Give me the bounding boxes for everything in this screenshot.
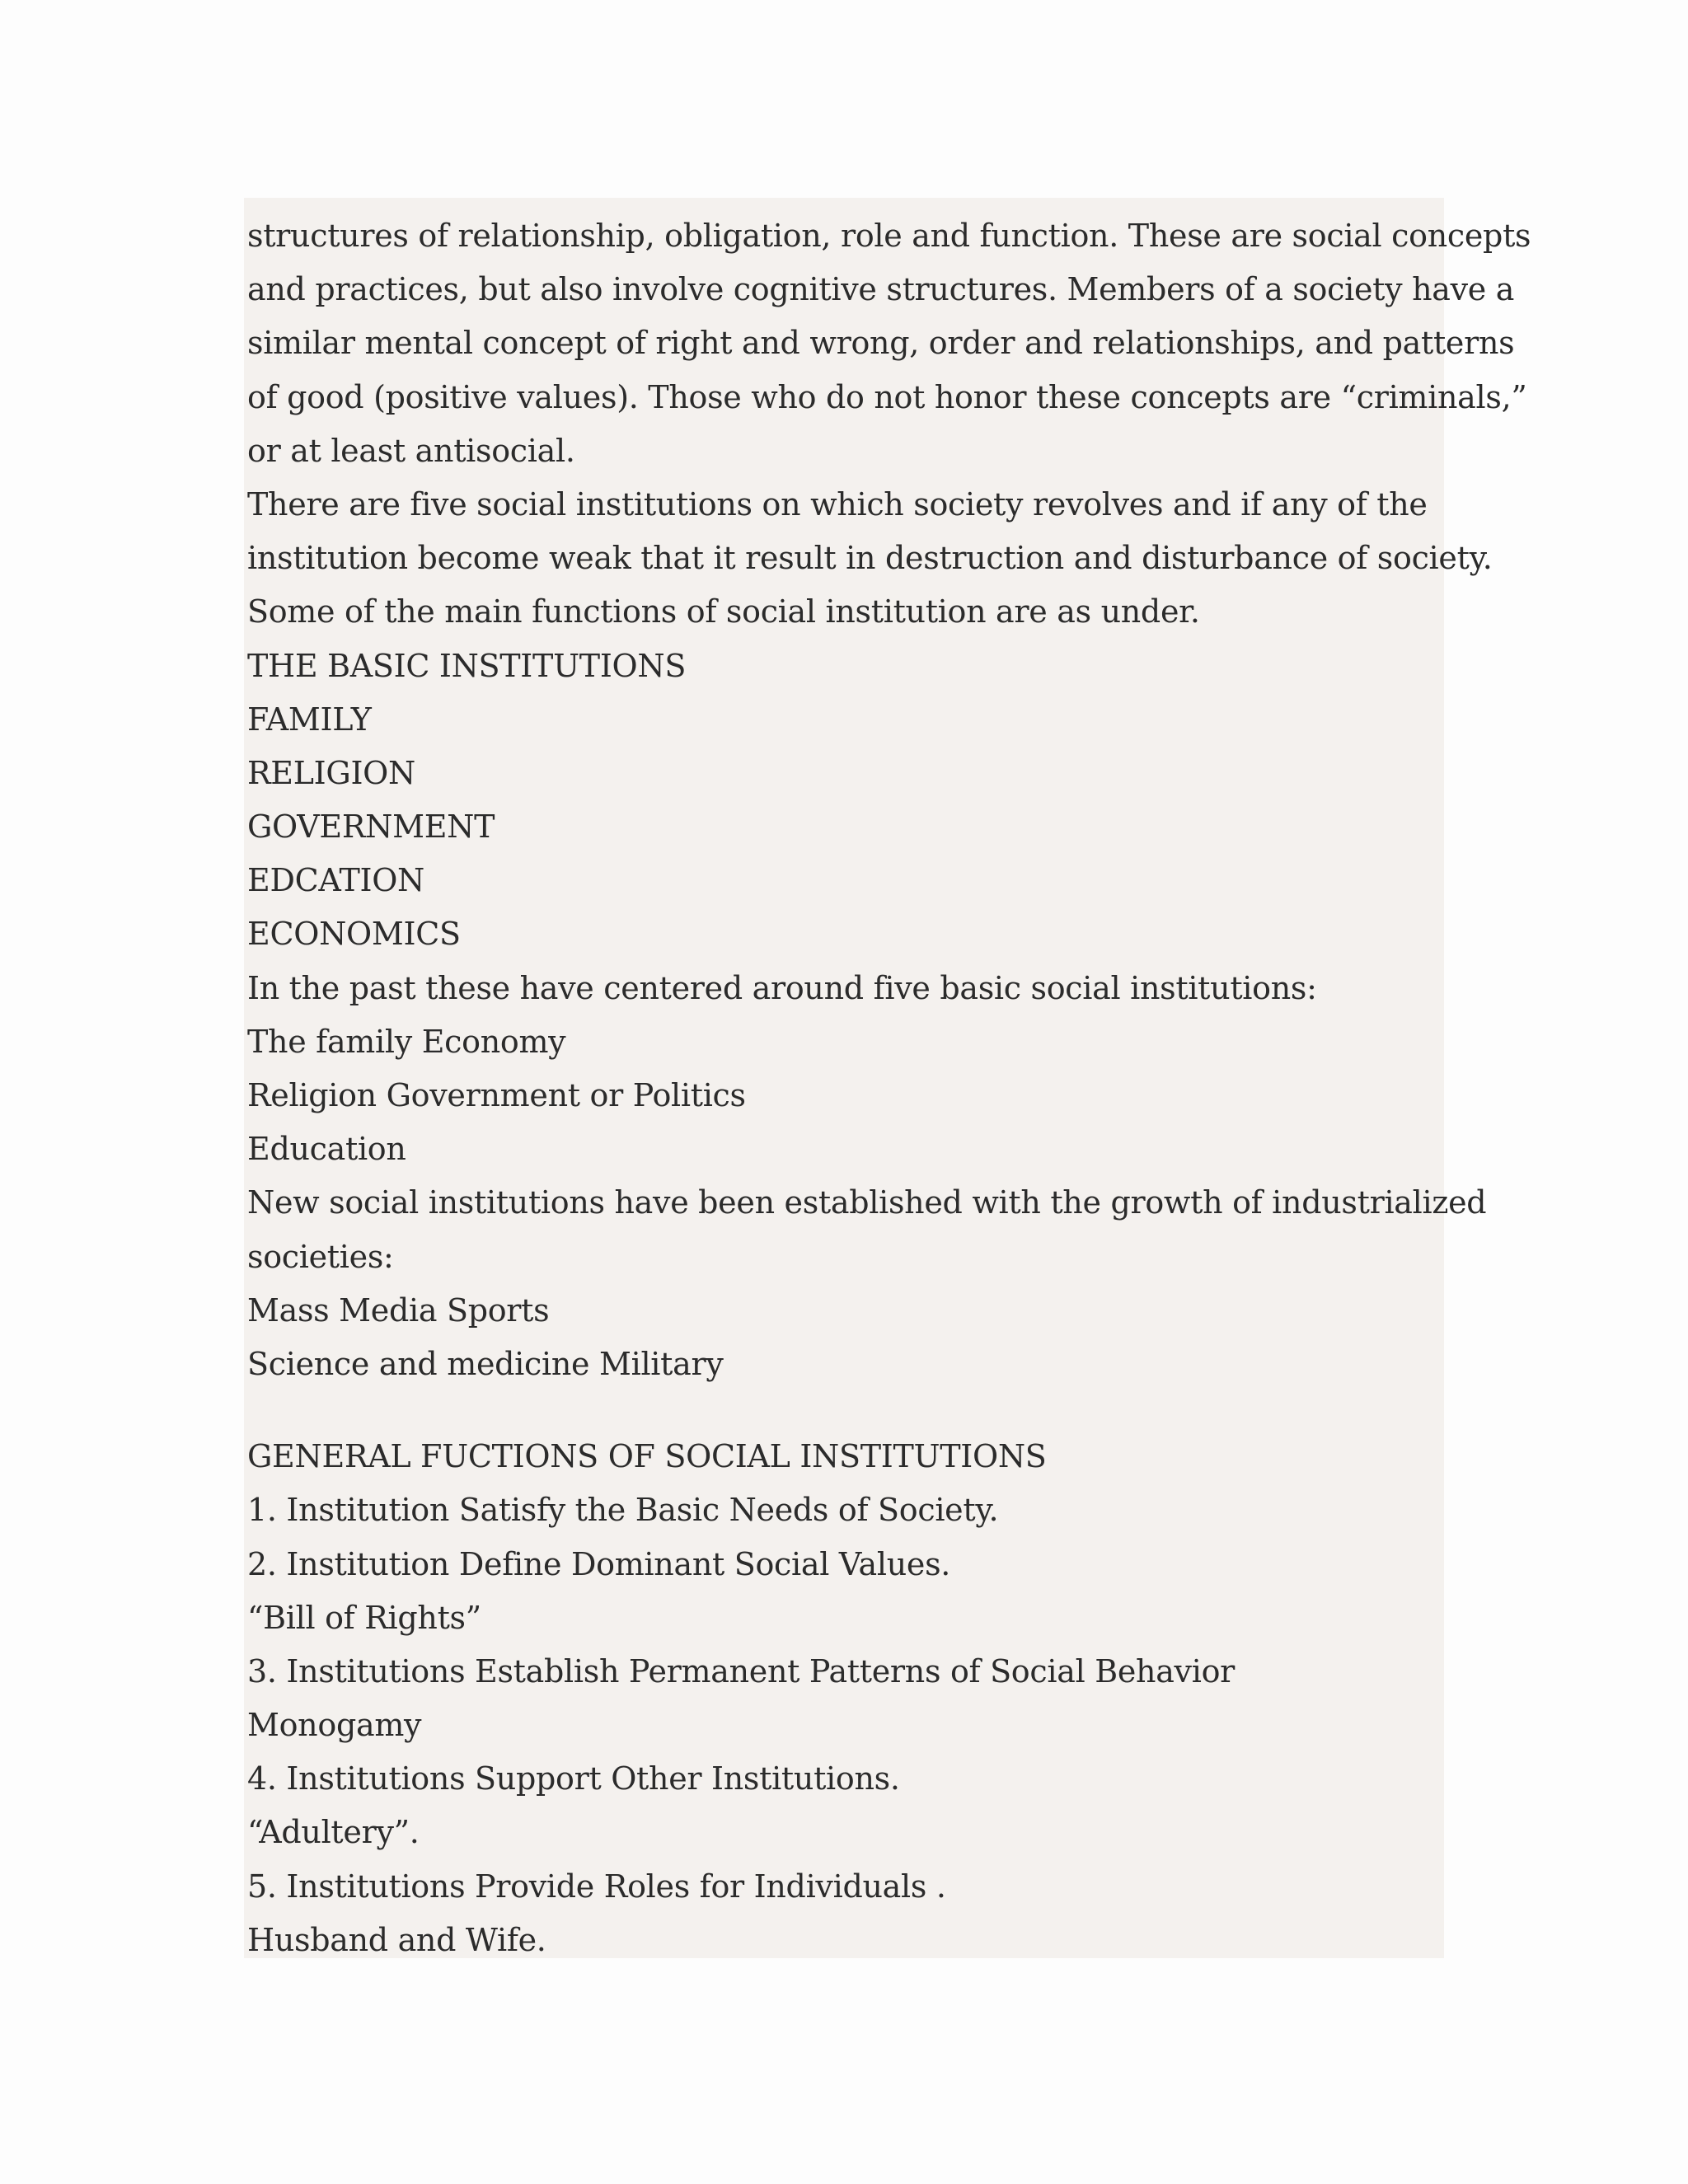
text-line: or at least antisocial. — [247, 432, 575, 469]
text-line: There are five social institutions on which society revolves and if any of the — [247, 485, 1428, 523]
text-line: of good (positive values). Those who do not honor these concepts are “criminals,” — [247, 378, 1527, 415]
document-text — [247, 209, 1531, 1967]
text-line: THE BASIC INSTITUTIONS — [247, 647, 687, 684]
text-line: institution become weak that it result in destruction and disturbance of society. — [247, 540, 1493, 577]
text-line: EDCATION — [247, 862, 425, 899]
text-line: “Adultery”. — [247, 1814, 420, 1851]
text-line: RELIGION — [247, 754, 415, 791]
text-line: Some of the main functions of social institution are as under. — [247, 593, 1200, 630]
text-line: Religion Government or Politics — [247, 1077, 746, 1113]
text-line: FAMILY — [247, 701, 372, 738]
text-line: GOVERNMENT — [247, 808, 495, 846]
text-line: 3. Institutions Establish Permanent Patterns of Social Behavior — [247, 1652, 1236, 1690]
paragraph-section-lower — [247, 1430, 1444, 1967]
text-line: structures of relationship, obligation, role and function. These are social concepts — [247, 218, 1531, 254]
text-line: “Bill of Rights” — [247, 1599, 481, 1636]
text-line: GENERAL FUCTIONS OF SOCIAL INSTITUTIONS — [247, 1438, 1047, 1475]
text-line: Education — [247, 1131, 406, 1168]
text-line: 5. Institutions Provide Roles for Individuals . — [247, 1868, 946, 1905]
text-line: ECONOMICS — [247, 916, 461, 953]
text-line: Monogamy — [247, 1707, 422, 1744]
paragraph-section-upper — [247, 209, 1531, 1391]
text-line: The family Economy — [247, 1023, 566, 1060]
text-line: 1. Institution Satisfy the Basic Needs of Society. — [247, 1492, 999, 1529]
text-line: In the past these have centered around five basic social institutions: — [247, 969, 1317, 1006]
text-line: 2. Institution Define Dominant Social Values. — [247, 1545, 951, 1582]
text-line: societies: — [247, 1238, 394, 1275]
text-line: and practices, but also involve cognitive structures. Members of a society have a — [247, 271, 1515, 308]
text-line: Science and medicine Military — [247, 1345, 724, 1382]
section-spacer — [247, 1391, 1444, 1430]
text-line: Husband and Wife. — [247, 1921, 546, 1958]
text-line: Mass Media Sports — [247, 1291, 550, 1329]
text-line: 4. Institutions Support Other Institutions. — [247, 1760, 900, 1797]
text-line: New social institutions have been established with the growth of industrialized — [247, 1184, 1487, 1221]
text-line: similar mental concept of right and wrong, order and relationships, and patterns — [247, 325, 1515, 362]
